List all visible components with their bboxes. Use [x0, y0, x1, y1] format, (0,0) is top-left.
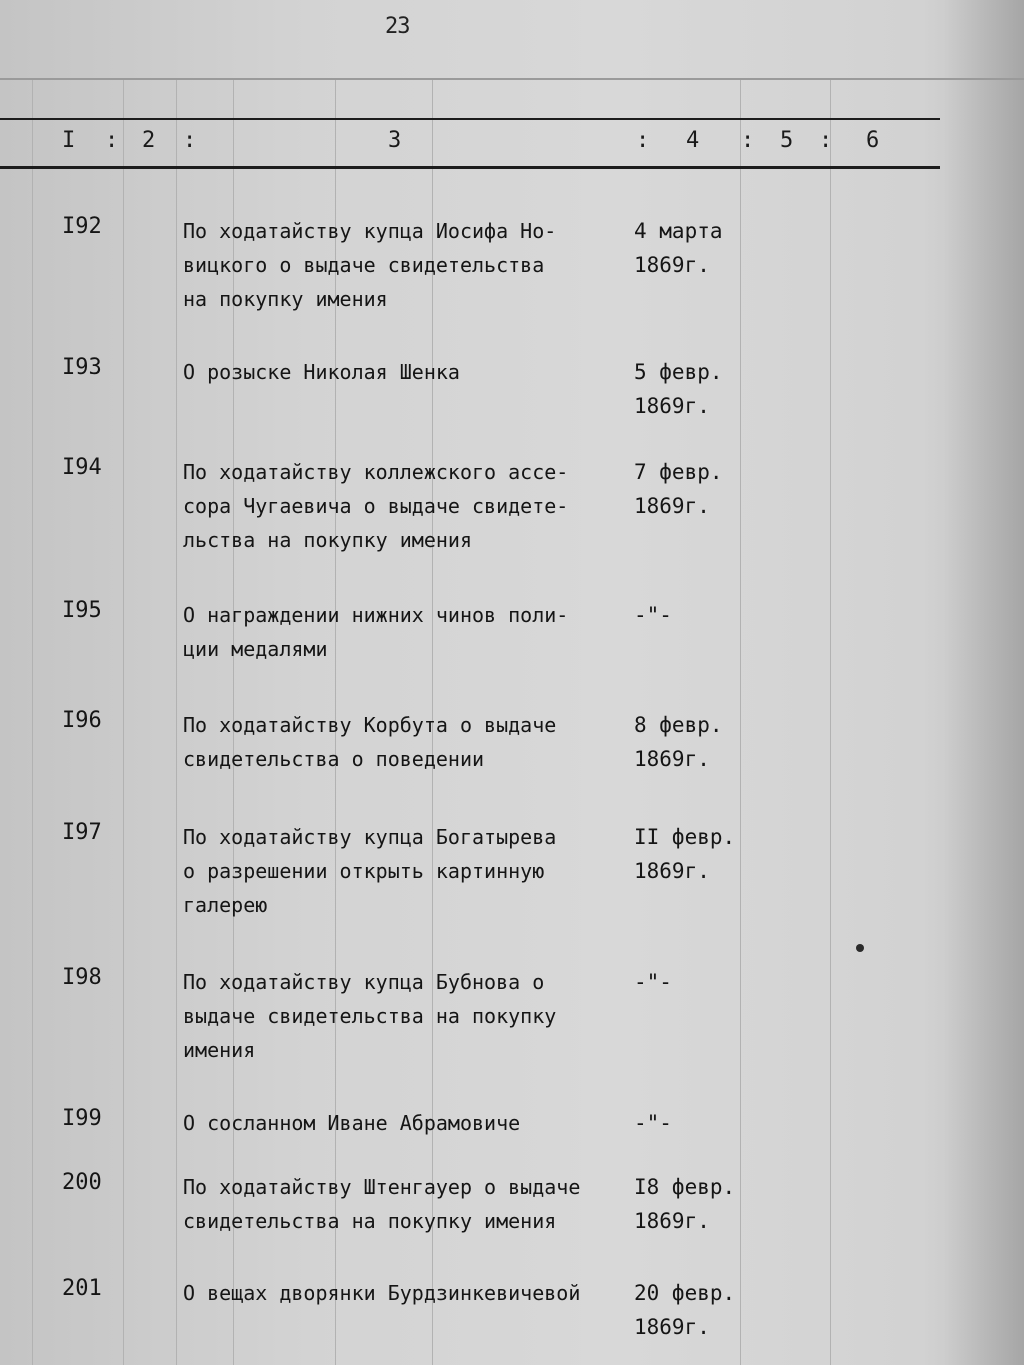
entry-date: -"- — [634, 603, 672, 627]
entry-date: -"- — [634, 1111, 672, 1135]
entry-title: По ходатайству купца Бубнова о выдаче свидетельства на покупку имения — [183, 970, 557, 1062]
page-edge-shadow — [944, 0, 1024, 1365]
entry-date: 4 марта 1869г. — [634, 219, 723, 277]
entry-number: I94 — [62, 455, 102, 480]
header-separator: : — [741, 128, 755, 153]
bleed-through-rule — [123, 80, 124, 1365]
entry-title: О награждении нижних чинов поли- ции медалями — [183, 603, 569, 661]
entry-title: По ходатайству коллежского ассе- сора Чугаевича о выдаче свидете- льства на покупку имения — [183, 460, 569, 552]
entry-number: I95 — [62, 598, 102, 623]
header-col-3: 3 — [388, 128, 402, 153]
header-separator: : — [819, 128, 833, 153]
page-number: 23 — [385, 14, 410, 39]
header-col-5: 5 — [780, 128, 794, 153]
entry-date: II февр. 1869г. — [634, 825, 736, 883]
entry-date: 20 февр. 1869г. — [634, 1281, 736, 1339]
bleed-through-rule — [32, 80, 33, 1365]
entry-date: 7 февр. 1869г. — [634, 460, 723, 518]
entry-title: По ходатайству Корбута о выдаче свидетельства о поведении — [183, 713, 557, 771]
entry-date: -"- — [634, 970, 672, 994]
entry-number: I92 — [62, 214, 102, 239]
entry-number: I99 — [62, 1106, 102, 1131]
header-bottom-rule — [0, 166, 940, 169]
entry-number: I98 — [62, 965, 102, 990]
entry-number: I93 — [62, 355, 102, 380]
header-top-rule — [0, 118, 940, 120]
entry-title: О вещах дворянки Бурдзинкевичевой — [183, 1281, 581, 1305]
entry-title: По ходатайству купца Иосифа Но- вицкого о выдаче свидетельства на покупку имения — [183, 219, 557, 311]
header-separator: : — [105, 128, 119, 153]
header-col-6: 6 — [866, 128, 880, 153]
entry-date: 5 февр. 1869г. — [634, 360, 723, 418]
bleed-through-rule — [830, 80, 831, 1365]
entry-number: 200 — [62, 1170, 102, 1195]
entry-number: I97 — [62, 820, 102, 845]
entry-title: О сосланном Иване Абрамовиче — [183, 1111, 521, 1135]
entry-date: I8 февр. 1869г. — [634, 1175, 736, 1233]
bleed-through-rule — [176, 80, 177, 1365]
entry-title: О розыске Николая Шенка — [183, 360, 460, 384]
bleed-through-header — [0, 78, 1024, 128]
header-col-2: 2 — [142, 128, 156, 153]
entry-number: I96 — [62, 708, 102, 733]
header-separator: : — [636, 128, 650, 153]
entry-title: По ходатайству Штенгауер о выдаче свидетельства на покупку имения — [183, 1175, 581, 1233]
entry-title: По ходатайству купца Богатырева о разрешении открыть картинную галерею — [183, 825, 557, 917]
entry-date: 8 февр. 1869г. — [634, 713, 723, 771]
ink-dot — [856, 944, 864, 952]
header-col-1: I — [62, 128, 76, 153]
header-col-4: 4 — [686, 128, 700, 153]
header-separator: : — [183, 128, 197, 153]
entry-number: 201 — [62, 1276, 102, 1301]
